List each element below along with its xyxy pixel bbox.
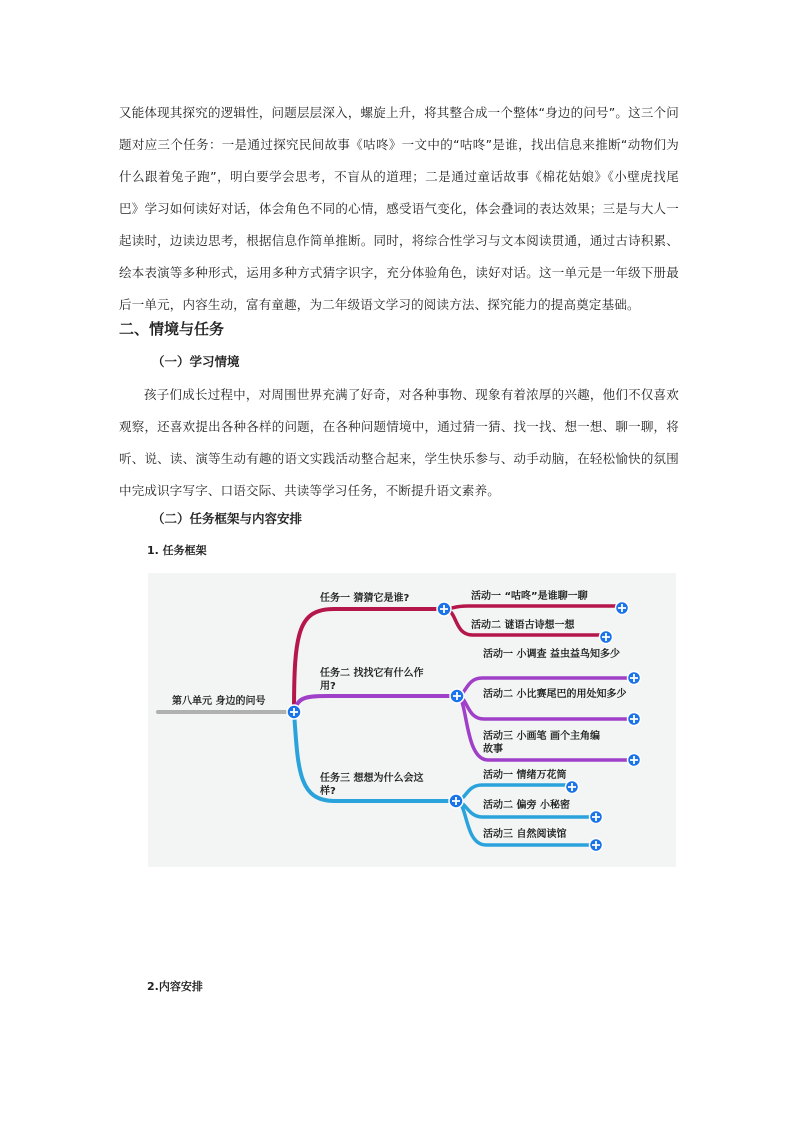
- task-3-label-line2: 样?: [320, 786, 336, 797]
- task-3-activity-2: 活动二 偏旁 小秘密: [483, 800, 570, 811]
- expand-task-2-activity-3-button[interactable]: [628, 754, 641, 767]
- expand-task-2-button[interactable]: [450, 689, 464, 703]
- task-framework-heading: 1. 任务框架: [147, 544, 207, 557]
- root-label: 第八单元 身边的问号: [172, 696, 266, 707]
- expand-task-1-button[interactable]: [437, 602, 451, 616]
- content-arrangement-heading: 2.内容安排: [147, 980, 203, 993]
- task-2-label-line1: 任务二 找找它有什么作: [320, 668, 424, 679]
- task-3-activity-3: 活动三 自然阅读馆: [483, 829, 567, 840]
- expand-task-3-activity-1-button[interactable]: [566, 781, 579, 794]
- section-title: 二、情境与任务: [119, 320, 225, 338]
- expand-task-2-activity-1-button[interactable]: [628, 672, 641, 685]
- task-2-activity-2: 活动二 小比赛尾巴的用处知多少: [483, 689, 627, 700]
- task-2-activity-1: 活动一 小调查 益虫益鸟知多少: [483, 649, 620, 660]
- task-1-activity-2: 活动二 谜语古诗想一想: [471, 620, 575, 631]
- subsection-learning-situation-title: （一）学习情境: [152, 354, 240, 369]
- task-3-label-line1: 任务三 想想为什么会这: [320, 773, 424, 784]
- task-1-label: 任务一 猜猜它是谁?: [320, 593, 410, 604]
- expand-task-1-activity-1-button[interactable]: [616, 602, 629, 615]
- situation-paragraph: 孩子们成长过程中，对周围世界充满了好奇，对各种事物、现象有着浓厚的兴趣，他们不仅喜欢观察，还喜欢提出各种各样的问题，在各种问题情境中，通过猜一猜、找一找、想一想、聊一聊，将听、说、读、演等生动有趣的语文实践活动整合起来，学生快乐参与、动手动脑，在轻松愉快的氛围中完成识字写字、口语交际、共读等学习任务，不断提升语文素养。: [119, 387, 679, 498]
- task-3-activity-1: 活动一 情绪万花筒: [483, 770, 567, 781]
- mindmap-svg: [148, 573, 676, 867]
- expand-task-1-activity-2-button[interactable]: [600, 631, 613, 644]
- task-2-branch: [294, 647, 634, 760]
- expand-task-3-button[interactable]: [449, 794, 463, 808]
- task-framework-mindmap: [148, 573, 676, 867]
- task-2-activity-3-line1: 活动三 小画笔 画个主角编: [483, 731, 600, 742]
- task-2-activity-3-line2: 故事: [483, 744, 503, 755]
- expand-task-3-activity-2-button[interactable]: [590, 811, 603, 824]
- intro-paragraph: 又能体现其探究的逻辑性，问题层层深入，螺旋上升，将其整合成一个整体“身边的问号”。这三个问题对应三个任务：一是通过探究民间故事《咕咚》一文中的“咕咚”是谁，找出信息来推断“动物们为什么跟着兔子跑”，明白要学会思考，不盲从的道理；二是通过童话故事《棉花姑娘》《小壁虎找尾巴》学习如何读好对话，体会角色不同的心情，感受语气变化，体会叠词的表达效果；三是与大人一起读时，边读边思考，根据信息作简单推断。同时，将综合性学习与文本阅读贯通，通过古诗积累、绘本表演等多种形式，运用多种方式猜字识字，充分体验角色，读好对话。这一单元是一年级下册最后一单元，内容生动，富有童趣，为二年级语文学习的阅读方法、探究能力的提高奠定基础。: [119, 105, 679, 312]
- subsection-task-framework-title: （二）任务框架与内容安排: [152, 511, 303, 526]
- task-2-label-line2: 用?: [320, 681, 336, 692]
- expand-task-2-activity-2-button[interactable]: [628, 713, 641, 726]
- task-1-activity-1: 活动一 “咕咚”是谁聊一聊: [471, 591, 588, 602]
- expand-task-3-activity-3-button[interactable]: [590, 839, 603, 852]
- expand-root-button[interactable]: [287, 705, 301, 719]
